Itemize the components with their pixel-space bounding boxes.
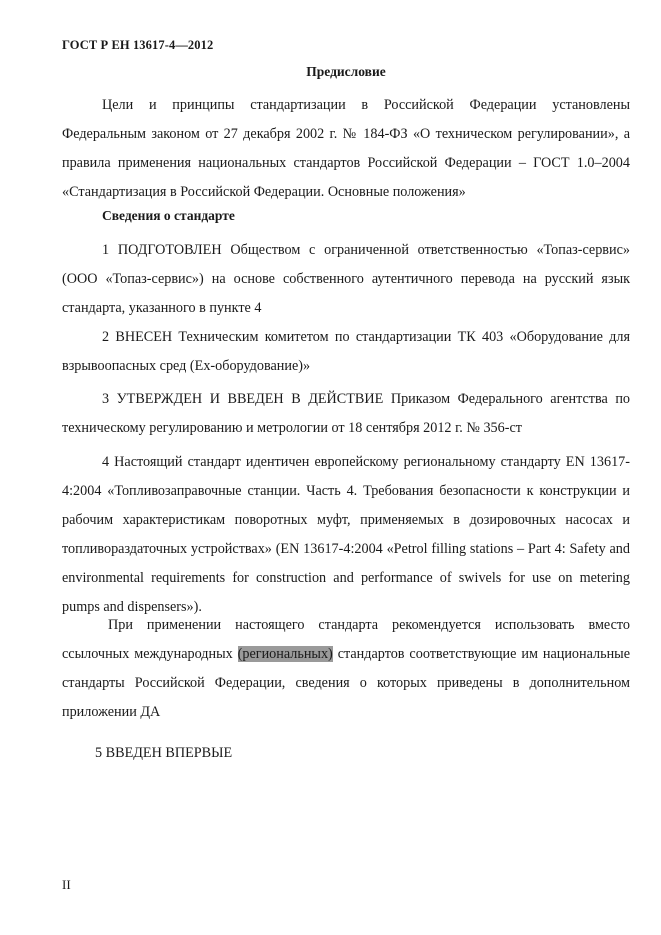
standard-info-heading: Сведения о стандарте — [102, 208, 235, 223]
note-text-before: При применении настоящего стандарта рекомендуется использовать вместо ссылочных международных — [62, 617, 630, 662]
page-title: Предисловие — [306, 64, 386, 79]
item-3-approved: 3 УТВЕРЖДЕН И ВВЕДЕН В ДЕЙСТВИЕ Приказом Федерального агентства по техническому регулированию и метрологии от 18 сентября 2012 г. № 356-ст — [62, 391, 630, 436]
item-1-prepared: 1 ПОДГОТОВЛЕН Обществом с ограниченной ответственностью «Топаз-сервис» (ООО «Топаз-сервис») на основе собственного аутентичного перевода на русский язык стандарта, указанного в пункте 4 — [62, 242, 630, 316]
note-highlighted-word: (региональных) — [237, 646, 333, 662]
document-number-header: ГОСТ Р ЕН 13617-4—2012 — [62, 38, 214, 52]
page-number: II — [62, 877, 71, 892]
intro-paragraph: Цели и принципы стандартизации в Российской Федерации установлены Федеральным законом от 27 декабря 2002 г. № 184-ФЗ «О техническом регулировании», а правила применения национальных стандартов Российской Федерации – ГОСТ 1.0–2004 «Стандартизация в Российской Федерации. Основные положения» — [62, 97, 630, 200]
item-2-introduced: 2 ВНЕСЕН Техническим комитетом по стандартизации ТК 403 «Оборудование для взрывоопасных сред (Ex-оборудование)» — [62, 329, 630, 374]
item-5-first-introduced: 5 ВВЕДЕН ВПЕРВЫЕ — [95, 745, 233, 761]
item-4-identical-standard: 4 Настоящий стандарт идентичен европейскому региональному стандарту EN 13617-4:2004 «Топливозаправочные станции. Часть 4. Требования безопасности к конструкции и рабочим характеристикам поворотных муфт, применяемых в дозировочных насосах и топливораздаточных устройствах» (EN 13617-4:2004 «Petrol filling stations – Part 4: Safety and environmental requirements for construction and performance of swivels for use on metering pumps and dispensers»). — [62, 454, 630, 615]
note-paragraph — [62, 611, 630, 727]
note-text-after: стандартов соответствующие им национальные стандарты Российской Федерации, сведения о которых приведены в дополнительном приложении ДА — [62, 646, 631, 720]
